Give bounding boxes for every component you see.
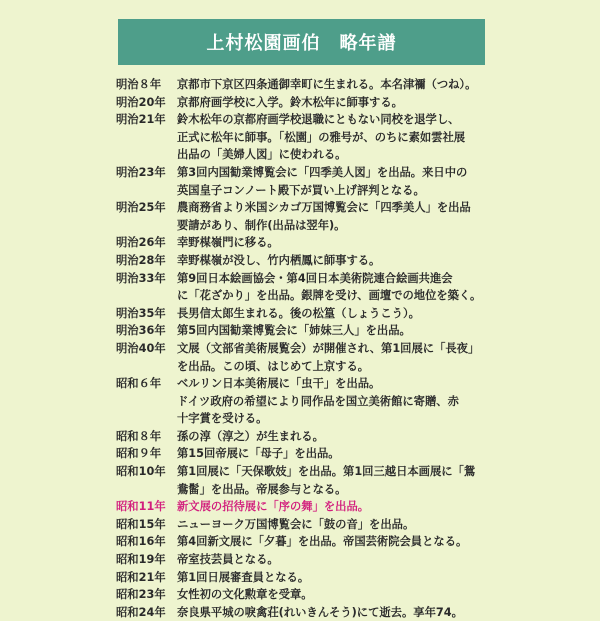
entry-era: 昭和23年 xyxy=(116,588,166,602)
entry-era: 昭和10年 xyxy=(116,465,166,479)
entry-text: 第3回内国勧業博覧会に「四季美人図」を出品。来日中の 英国皇子コンノート殿下が買い上げ評判となる。 xyxy=(177,165,468,197)
timeline-entry xyxy=(116,76,500,94)
entry-era: 昭和９年 xyxy=(116,447,162,461)
entry-era: 昭和16年 xyxy=(116,535,166,549)
entry-text: ニューヨーク万国博覧会に「鼓の音」を出品。 xyxy=(177,517,415,531)
chronology-list xyxy=(116,76,500,621)
page-title: 上村松園画伯 略年譜 xyxy=(206,33,397,54)
timeline-entry xyxy=(116,340,500,375)
timeline-entry xyxy=(116,463,500,498)
entry-text: 第9回日本絵画協会・第4回日本美術院連合絵画共進会 に「花ざかり」を出品。銀牌を受け、画壇での地位を築く。 xyxy=(177,271,482,303)
timeline-entry xyxy=(116,252,500,270)
timeline-entry xyxy=(116,569,500,587)
timeline-entry xyxy=(116,270,500,305)
timeline-entry xyxy=(116,428,500,446)
entry-era: 明治36年 xyxy=(116,324,166,338)
entry-text: 農商務省より米国シカゴ万国博覧会に「四季美人」を出品 要請があり、制作(出品は翌年)。 xyxy=(177,201,471,232)
entry-text: 新文展の招待展に「序の舞」を出品。 xyxy=(177,500,370,514)
entry-text: ベルリン日本美術展に「虫干」を出品。 ドイツ政府の希望により同作品を国立美術館に寄贈、赤 十字賞を受ける。 xyxy=(177,377,459,426)
entry-text: 帝室技芸員となる。 xyxy=(177,553,279,567)
timeline-entry xyxy=(116,305,500,323)
entry-era: 明治40年 xyxy=(116,341,166,355)
timeline-entry xyxy=(116,586,500,604)
timeline-entry xyxy=(116,533,500,551)
entry-text: 女性初の文化勲章を受章。 xyxy=(177,588,313,602)
entry-era: 昭和21年 xyxy=(116,570,166,584)
entry-text: 第1回日展審査員となる。 xyxy=(177,570,310,584)
entry-text: 文展（文部省美術展覧会）が開催され、第1回展に「長夜」 を出品。この頃、はじめて上京する。 xyxy=(177,341,480,373)
entry-text: 幸野楳嶺門に移る。 xyxy=(177,236,279,250)
timeline-entry xyxy=(116,551,500,569)
timeline-entry xyxy=(116,604,500,621)
entry-text: 京都市下京区四条通御幸町に生まれる。本名津禰（つね）。 xyxy=(177,78,477,91)
entry-era: 明治28年 xyxy=(116,253,166,267)
timeline-entry xyxy=(116,234,500,252)
timeline-entry xyxy=(116,445,500,463)
entry-era: 昭和24年 xyxy=(116,605,166,619)
timeline-entry xyxy=(116,111,500,164)
timeline-entry xyxy=(116,375,500,428)
entry-text: 第4回新文展に「夕暮」を出品。帝国芸術院会員となる。 xyxy=(177,535,468,549)
entry-era: 明治25年 xyxy=(116,201,166,215)
entry-text: 幸野楳嶺が没し、竹内栖鳳に師事する。 xyxy=(177,253,381,267)
timeline-entry xyxy=(116,199,500,234)
timeline-entry xyxy=(116,516,500,534)
entry-era: 明治８年 xyxy=(116,78,162,91)
entry-text: 奈良県平城の唳禽荘(れいきんそう)にて逝去。享年74。 xyxy=(177,605,463,619)
entry-era: 昭和11年 xyxy=(116,500,166,514)
entry-text: 京都府画学校に入学。鈴木松年に師事する。 xyxy=(177,95,403,109)
timeline-entry xyxy=(116,322,500,340)
entry-era: 明治33年 xyxy=(116,271,166,285)
entry-text: 第5回内国勧業博覧会に「姉妹三人」を出品。 xyxy=(177,324,411,338)
entry-era: 昭和６年 xyxy=(116,377,162,391)
entry-text: 長男信太郎生まれる。後の松篁（しょうこう）。 xyxy=(177,306,420,320)
timeline-entry xyxy=(116,94,500,112)
entry-text: 孫の淳（淳之）が生まれる。 xyxy=(177,429,324,443)
entry-era: 明治35年 xyxy=(116,306,166,320)
entry-era: 明治23年 xyxy=(116,165,166,179)
entry-era: 明治20年 xyxy=(116,95,166,109)
title-banner xyxy=(118,19,485,65)
entry-era: 昭和15年 xyxy=(116,517,166,531)
entry-text: 鈴木松年の京都府画学校退職にともない同校を退学し、 正式に松年に師事。「松園」の雅号が、のちに素如雲社展 出品の「美婦人図」に使われる。 xyxy=(177,113,466,162)
entry-era: 明治21年 xyxy=(116,113,166,127)
entry-era: 昭和８年 xyxy=(116,429,162,443)
entry-era: 明治26年 xyxy=(116,236,166,250)
timeline-entry xyxy=(116,164,500,199)
entry-text: 第1回展に「天保歌妓」を出品。第1回三越日本画展に「鴛 鴦髷」を出品。帝展参与となる。 xyxy=(177,465,476,496)
entry-era: 昭和19年 xyxy=(116,553,166,567)
entry-text: 第15回帝展に「母子」を出品。 xyxy=(177,447,340,461)
timeline-entry xyxy=(116,498,500,516)
